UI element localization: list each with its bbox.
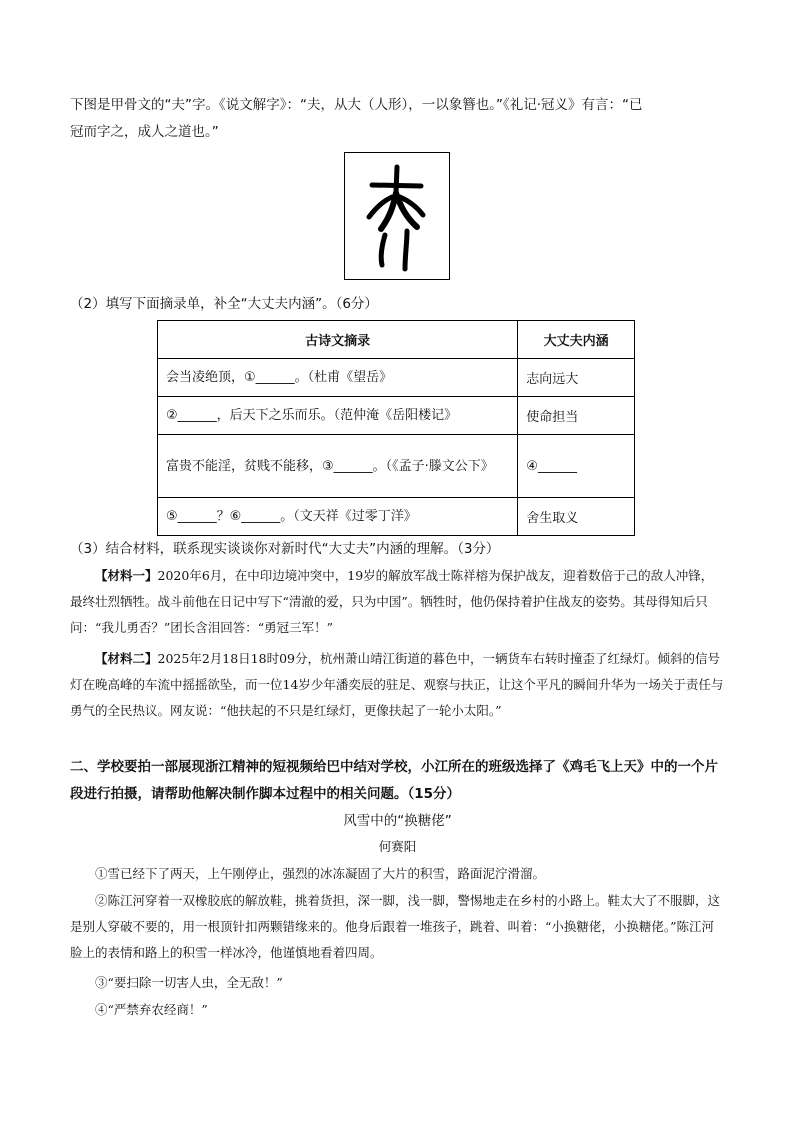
table-cell-excerpt: 会当凌绝顶，①______。（杜甫《望岳》 <box>158 359 518 397</box>
material-1-label: 【材料一】 <box>95 568 158 583</box>
story-paragraph-2: ②陈江河穿着一双橡胶底的解放鞋，挑着货担，深一脚，浅一脚，警惕地走在乡村的小路上。鞋太大了不服脚，这是别人穿破不要的，用一根顶针扣两颗错缘来的。他身后跟着一堆孩子，跳着、叫着：“小换糖佬，小换糖佬。”陈江河脸上的表情和路上的积雪一样冰冷，他谨慎地看着四周。 <box>70 893 721 960</box>
oracle-bone-fu-glyph <box>345 153 448 278</box>
table-row <box>158 498 635 536</box>
material-2-label: 【材料二】 <box>95 651 158 666</box>
table-header-meaning: 大丈夫内涵 <box>518 321 635 359</box>
question-3-title: （3）结合材料，联系现实谈谈你对新时代“大丈夫”内涵的理解。（3分） <box>70 541 500 557</box>
story-paragraph-3: ③“要扫除一切害人虫，全无敌！” <box>95 975 283 990</box>
table-cell-excerpt: ②______，后天下之乐而乐。（范仲淹《岳阳楼记》 <box>158 397 518 435</box>
material-1 <box>70 563 725 641</box>
oracle-bone-glyph-frame <box>344 152 450 280</box>
table-row <box>158 435 635 498</box>
table-header-excerpt: 古诗文摘录 <box>158 321 518 359</box>
story-paragraph-1: ①雪已经下了两天，上午刚停止，强烈的冰冻凝固了大片的积雪，路面泥泞滑溜。 <box>95 866 546 881</box>
table-cell-meaning: 志向远大 <box>518 359 635 397</box>
story-paragraph-4: ④“严禁弃农经商！” <box>95 1002 208 1017</box>
table-cell-meaning: 舍生取义 <box>518 498 635 536</box>
material-2 <box>70 646 725 724</box>
table-cell-excerpt: ⑤______？⑥______。（文天祥《过零丁洋》 <box>158 498 518 536</box>
material-2-text: 2025年2月18日18时09分，杭州萧山靖江街道的暮色中，一辆货车右转时撞歪了红绿灯。倾斜的信号灯在晚高峰的车流中摇摇欲坠，而一位14岁少年潘奕辰的驻足、观察与扶正，让这个平凡的瞬间升华为一场关于责任与勇气的全民热议。网友说：“他扶起的不只是红绿灯，更像扶起了一轮小太阳。” <box>70 651 724 718</box>
question-2-title: （2）填写下面摘录单，补全“大丈夫内涵”。（6分） <box>70 296 378 312</box>
table-cell-meaning: ④______ <box>518 435 635 498</box>
table-row <box>158 359 635 397</box>
table-cell-meaning: 使命担当 <box>518 397 635 435</box>
story-author: 何赛阳 <box>378 839 417 854</box>
material-1-text: 2020年6月，在中印边境冲突中，19岁的解放军战士陈祥榕为保护战友，迎着数倍于己的敌人冲锋，最终壮烈牺牲。战斗前他在日记中写下“清澈的爱，只为中国”。牺牲时，他仍保持着护住战友的姿势。其母得知后只问：“我儿勇否？”团长含泪回答：“勇冠三军！” <box>70 568 714 635</box>
section-2-title: 二、学校要拍一部展现浙江精神的短视频给巴中结对学校，小江所在的班级选择了《鸡毛飞上天》中的一个片段进行拍摄，请帮助他解决制作脚本过程中的相关问题。（15分） <box>70 759 718 802</box>
table-cell-excerpt: 富贵不能淫，贫贱不能移，③______。（《孟子·滕文公下》 <box>158 435 518 498</box>
story-title: 风雪中的“换糖佬” <box>343 813 452 829</box>
intro-line-1: 下图是甲骨文的“夫”字。《说文解字》：“夫，从大（人形），一以象簪也。”《礼记·冠义》有言：“已 <box>70 97 643 113</box>
excerpt-table <box>157 320 635 536</box>
table-row <box>158 397 635 435</box>
intro-line-2: 冠而字之，成人之道也。” <box>70 124 219 140</box>
